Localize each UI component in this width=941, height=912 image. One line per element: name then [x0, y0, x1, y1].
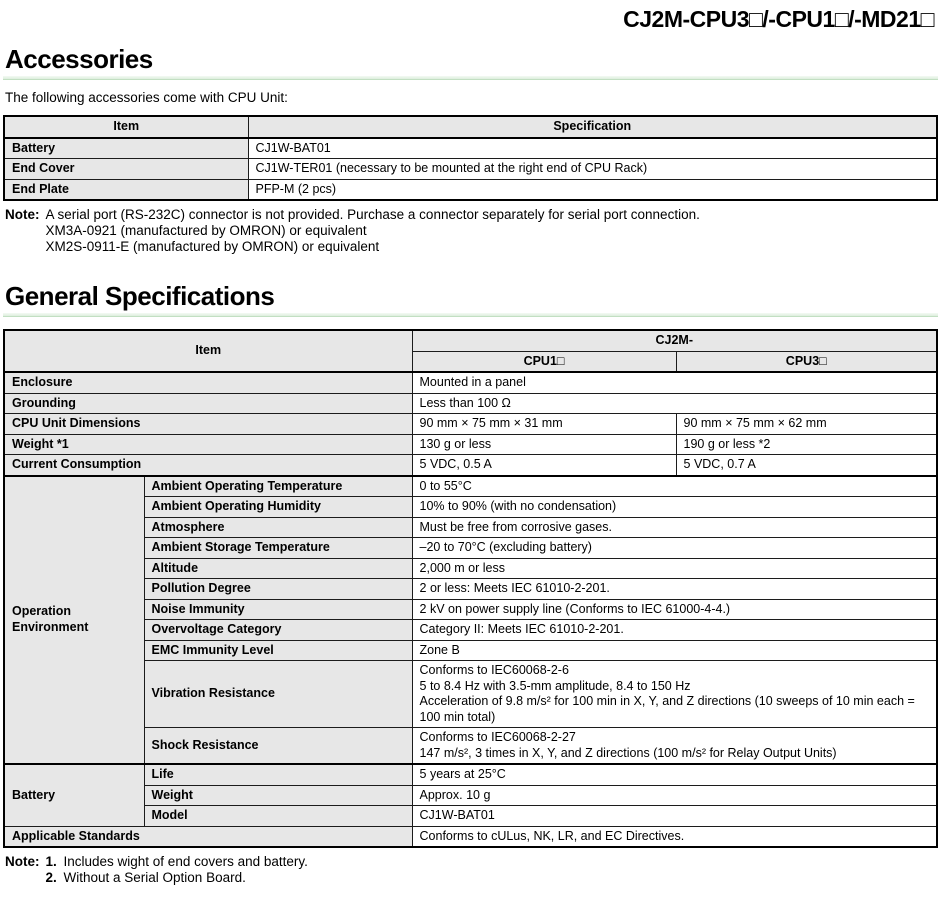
- spec-value: 10% to 90% (with no condensation): [412, 497, 937, 518]
- spec-value-cpu3: 190 g or less *2: [676, 434, 937, 455]
- spec-col-item: Item: [4, 330, 412, 372]
- spec-value: Less than 100 Ω: [412, 393, 937, 414]
- table-row: [4, 372, 937, 393]
- spec-value: Approx. 10 g: [412, 785, 937, 806]
- spec-value-multiline: [412, 728, 937, 765]
- spec-sublabel: EMC Immunity Level: [144, 640, 412, 661]
- note-number: 2.: [45, 870, 57, 885]
- spec-label: CPU Unit Dimensions: [4, 414, 412, 435]
- spec-sublabel: Pollution Degree: [144, 579, 412, 600]
- value-line: Acceleration of 9.8 m/s² for 100 min in X, Y, and Z directions (10 sweeps of 10 min each = 100 min total): [419, 694, 915, 724]
- general-specifications-table: [3, 329, 938, 848]
- spec-sublabel: Vibration Resistance: [144, 661, 412, 728]
- accessories-intro: The following accessories come with CPU Unit:: [5, 90, 288, 105]
- spec-value: Must be free from corrosive gases.: [412, 517, 937, 538]
- table-row: [4, 538, 937, 559]
- value-line: 147 m/s², 3 times in X, Y, and Z directions (100 m/s² for Relay Output Units): [419, 745, 837, 760]
- spec-value: Conforms to cULus, NK, LR, and EC Directives.: [412, 826, 937, 847]
- spec-sublabel: Noise Immunity: [144, 599, 412, 620]
- spec-value: Mounted in a panel: [412, 372, 937, 393]
- note-line: A serial port (RS-232C) connector is not provided. Purchase a connector separately for serial port connection.: [45, 207, 700, 222]
- note-label: Note:: [5, 854, 40, 869]
- note-item: [46, 870, 939, 886]
- spec-sublabel: Ambient Operating Humidity: [144, 497, 412, 518]
- value-line: Conforms to IEC60068-2-27: [419, 730, 576, 744]
- spec-label: Weight *1: [4, 434, 412, 455]
- spec-value: 2 or less: Meets IEC 61010-2-201.: [412, 579, 937, 600]
- spec-sublabel: Ambient Storage Temperature: [144, 538, 412, 559]
- spec-value: –20 to 70°C (excluding battery): [412, 538, 937, 559]
- spec-col-cpu3: CPU3□: [676, 351, 937, 372]
- item-cell: End Cover: [4, 159, 248, 180]
- spec-value-cpu1: 5 VDC, 0.5 A: [412, 455, 676, 476]
- group-cell-operation-environment: Operation Environment: [4, 476, 144, 765]
- spec-label: Current Consumption: [4, 455, 412, 476]
- accessories-table: [3, 115, 938, 201]
- spec-label: Applicable Standards: [4, 826, 412, 847]
- accessories-note: [5, 207, 938, 255]
- page-title: CJ2M-CPU3□/-CPU1□/-MD21□: [623, 6, 934, 32]
- table-row: [4, 620, 937, 641]
- accessories-col-spec: Specification: [248, 116, 937, 138]
- spec-sublabel: Model: [144, 806, 412, 827]
- green-divider: [3, 76, 938, 80]
- table-row: [4, 826, 937, 847]
- table-row: [4, 640, 937, 661]
- note-number: 1.: [45, 854, 57, 869]
- table-row: [4, 728, 937, 765]
- spec-label: Enclosure: [4, 372, 412, 393]
- spec-value-multiline: [412, 661, 937, 728]
- note-text: Includes wight of end covers and battery.: [63, 854, 308, 869]
- section-heading-accessories: Accessories: [5, 44, 153, 74]
- table-row: [4, 661, 937, 728]
- note-item: [46, 854, 939, 870]
- table-row: [4, 159, 937, 180]
- spec-sublabel: Altitude: [144, 558, 412, 579]
- group-cell-battery: Battery: [4, 764, 144, 826]
- table-row: [4, 517, 937, 538]
- item-cell: Battery: [4, 138, 248, 159]
- note-line: XM3A-0921 (manufactured by OMRON) or equivalent: [45, 223, 367, 238]
- spec-value-cpu1: 90 mm × 75 mm × 31 mm: [412, 414, 676, 435]
- value-line: Conforms to IEC60068-2-6: [419, 663, 569, 677]
- accessories-header-row: [4, 116, 937, 138]
- spec-sublabel: Weight: [144, 785, 412, 806]
- note-label: Note:: [5, 207, 40, 222]
- item-cell: End Plate: [4, 179, 248, 200]
- table-row: [4, 599, 937, 620]
- spec-col-cpu1: CPU1□: [412, 351, 676, 372]
- spec-value-cpu3: 90 mm × 75 mm × 62 mm: [676, 414, 937, 435]
- spec-value: Category II: Meets IEC 61010-2-201.: [412, 620, 937, 641]
- spec-sublabel: Atmosphere: [144, 517, 412, 538]
- spec-col-family: CJ2M-: [412, 330, 937, 351]
- spec-value: 5 years at 25°C: [412, 764, 937, 785]
- value-line: 5 to 8.4 Hz with 3.5-mm amplitude, 8.4 to 150 Hz: [419, 678, 691, 693]
- spec-header-row: [4, 330, 937, 351]
- accessories-col-item: Item: [4, 116, 248, 138]
- table-row: [4, 434, 937, 455]
- spec-cell: CJ1W-TER01 (necessary to be mounted at the right end of CPU Rack): [248, 159, 937, 180]
- spec-value: 0 to 55°C: [412, 476, 937, 497]
- spec-label: Grounding: [4, 393, 412, 414]
- table-row: [4, 414, 937, 435]
- specs-note: [5, 854, 938, 886]
- spec-sublabel: Ambient Operating Temperature: [144, 476, 412, 497]
- table-row: [4, 455, 937, 476]
- table-row: [4, 497, 937, 518]
- spec-value-cpu3: 5 VDC, 0.7 A: [676, 455, 937, 476]
- spec-value: Zone B: [412, 640, 937, 661]
- spec-value: 2 kV on power supply line (Conforms to IEC 61000-4-4.): [412, 599, 937, 620]
- table-row: [4, 179, 937, 200]
- spec-cell: PFP-M (2 pcs): [248, 179, 937, 200]
- note-text: Without a Serial Option Board.: [63, 870, 246, 885]
- section-heading-general-specifications: General Specifications: [5, 281, 275, 311]
- table-row: [4, 393, 937, 414]
- table-row: [4, 558, 937, 579]
- table-row: [4, 806, 937, 827]
- table-row: [4, 785, 937, 806]
- note-line: XM2S-0911-E (manufactured by OMRON) or equivalent: [45, 239, 380, 254]
- spec-value: 2,000 m or less: [412, 558, 937, 579]
- spec-value-cpu1: 130 g or less: [412, 434, 676, 455]
- table-row: [4, 764, 937, 785]
- spec-cell: CJ1W-BAT01: [248, 138, 937, 159]
- table-row: [4, 138, 937, 159]
- green-divider: [3, 313, 938, 317]
- spec-sublabel: Life: [144, 764, 412, 785]
- spec-value: CJ1W-BAT01: [412, 806, 937, 827]
- spec-sublabel: Shock Resistance: [144, 728, 412, 765]
- table-row: [4, 579, 937, 600]
- spec-sublabel: Overvoltage Category: [144, 620, 412, 641]
- table-row: [4, 476, 937, 497]
